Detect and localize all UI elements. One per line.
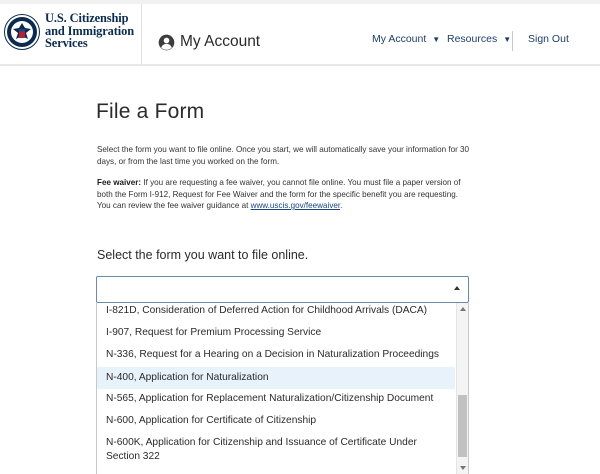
user-circle-icon — [158, 34, 175, 51]
intro-text: Select the form you want to file online. Once you start, we will automatically save your information for 30 days, or from the last time you worked on the form. — [97, 145, 470, 166]
dropdown-option-n336[interactable]: N-336, Request for a Hearing on a Decision in Naturalization Proceedings — [106, 349, 439, 360]
nav-sign-out[interactable] — [528, 33, 569, 45]
caret-up-icon — [454, 286, 460, 290]
dropdown-option-n600[interactable]: N-600, Application for Certificate of Citizenship — [106, 415, 317, 426]
form-select[interactable] — [96, 276, 469, 303]
uscis-logo-link[interactable] — [0, 4, 142, 66]
form-dropdown-list — [96, 303, 469, 474]
dropdown-option-n400[interactable]: N-400, Application for Naturalization — [97, 367, 455, 389]
fee-waiver-label: Fee waiver: — [97, 178, 142, 187]
fee-waiver-text — [97, 177, 472, 212]
site-header — [0, 4, 600, 66]
nav-my-account-label: My Account — [372, 33, 427, 45]
nav-my-account[interactable] — [372, 33, 440, 45]
caret-down-icon: ▼ — [432, 34, 441, 44]
nav-divider — [512, 31, 513, 51]
page-title: File a Form — [96, 100, 205, 123]
scroll-down-icon[interactable] — [460, 466, 466, 470]
nav-resources[interactable] — [447, 33, 511, 45]
dropdown-option-i821d[interactable]: I-821D, Consideration of Deferred Action for Childhood Arrivals (DACA) — [106, 305, 428, 316]
dropdown-option-n600k[interactable]: N-600K, Application for Citizenship and Issuance of Certificate Under Section 322 — [106, 437, 417, 462]
scroll-up-icon[interactable] — [460, 307, 466, 311]
agency-line-2: and Immigration — [45, 23, 135, 38]
fee-waiver-link[interactable]: www.uscis.gov/feewaiver — [250, 201, 341, 210]
dhs-seal-icon — [4, 14, 40, 50]
select-form-label: Select the form you want to file online. — [97, 248, 309, 262]
agency-name — [45, 12, 134, 50]
nav-sign-out-label: Sign Out — [528, 33, 569, 45]
caret-down-icon: ▼ — [503, 34, 512, 44]
nav-resources-label: Resources — [447, 33, 498, 45]
scrollbar-thumb[interactable] — [458, 395, 467, 457]
fee-waiver-body: If you are requesting a fee waiver, you cannot file online. You must file a paper version of both the Form I-912, Request for Fee Waiver and the form for the specific benefit you are requesting. You can review the fee waiver guidance at — [97, 178, 461, 210]
dropdown-option-n565[interactable]: N-565, Application for Replacement Naturalization/Citizenship Document — [106, 393, 434, 404]
fee-waiver-end: . — [340, 201, 343, 210]
account-heading — [158, 30, 260, 54]
account-title: My Account — [180, 33, 261, 50]
agency-line-1: U.S. Citizenship — [45, 11, 129, 25]
dropdown-option-i907[interactable]: I-907, Request for Premium Processing Service — [106, 327, 322, 338]
agency-line-3: Services — [45, 36, 88, 50]
dropdown-scrollbar[interactable] — [456, 303, 468, 474]
